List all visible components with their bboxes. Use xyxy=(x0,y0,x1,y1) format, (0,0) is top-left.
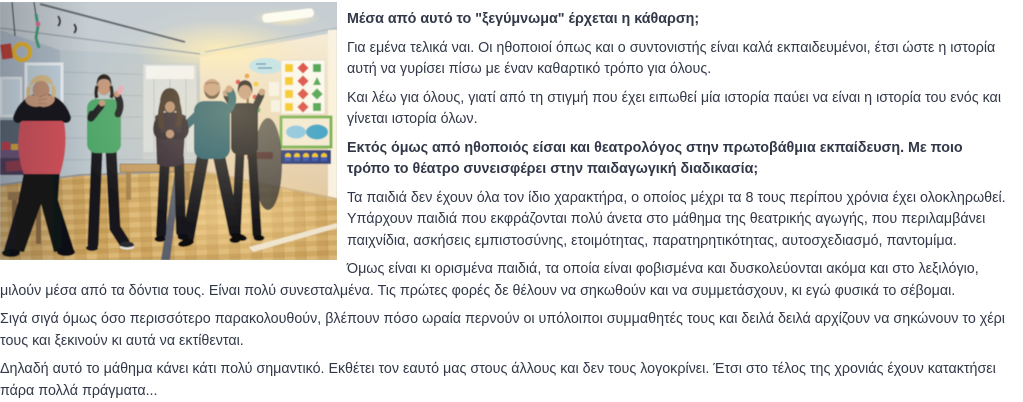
classroom-photo-illustration xyxy=(0,2,337,260)
answer-2a: Τα παιδιά δεν έχουν όλα τον ίδιο χαρακτήρα, ο οποίος μέχρι τα 8 τους περίπου χρόνια έχει ολοκληρωθεί. Υπάρχουν παιδιά που εκφράζονται πολύ άνετα στο μάθημα της θεατρικής αγωγής, που περιλαμβάνει παιχνίδια, ασκήσεις εμπιστοσύνης, ετοιμότητας, παρατηρητικότητας, αυτοσχεδιασμό, παντομίμα. xyxy=(347,189,1006,249)
answer-2b: Όμως είναι κι ορισμένα παιδιά, τα οποία είναι φοβισμένα και δυσκολεύονται ακόμα και στο λεξιλόγιο, μιλούν μέσα από τα δόντια τους. Είναι πολύ συνεσταλμένα. Τις πρώτες φορές δε θέλουν να σηκωθούν και να συμμετάσχουν, κι εγώ φυσικά το σέβομαι. xyxy=(0,261,979,299)
question-2: Εκτός όμως από ηθοποιός είσαι και θεατρολόγος στην πρωτοβάθμια εκπαίδευση. Με ποιο τρόπο το θέατρο συνεισφέρει στην παιδαγωγική διαδικασία; xyxy=(347,139,963,177)
answer-2c: Σιγά σιγά όμως όσο περισσότερο παρακολουθούν, βλέπουν πόσο ωραία περνούν οι υπόλοιποι συμμαθητές τους και δειλά δειλά αρχίζουν να σηκώνουν το χέρι τους και ξεκινούν κι αυτά να εκτίθενται. xyxy=(0,311,1005,349)
answer-2d: Δηλαδή αυτό το μάθημα κάνει κάτι πολύ σημαντικό. Εκθέτει τον εαυτό μας στους άλλους και δεν τους λογοκρίνει. Έτσι στο τέλος της χρονιάς έχουν κατακτήσει πάρα πολλά πράγματα... xyxy=(0,361,996,399)
question-1: Μέσα από αυτό το "ξεγύμνωμα" έρχεται η κάθαρση; xyxy=(347,11,700,27)
answer-1a: Για εμένα τελικά ναι. Οι ηθοποιοί όπως και ο συντονιστής είναι καλά εκπαιδευμένοι, έτσι ώστε η ιστορία αυτή να γυρίσει πίσω με έναν καθαρτικό τρόπο για όλους. xyxy=(347,39,996,77)
article-photo xyxy=(0,2,337,260)
answer-1b: Και λέω για όλους, γιατί από τη στιγμή που έχει ειπωθεί μία ιστορία παύει να είναι η ιστορία του ενός και γίνεται ιστορία όλων. xyxy=(347,89,1001,127)
